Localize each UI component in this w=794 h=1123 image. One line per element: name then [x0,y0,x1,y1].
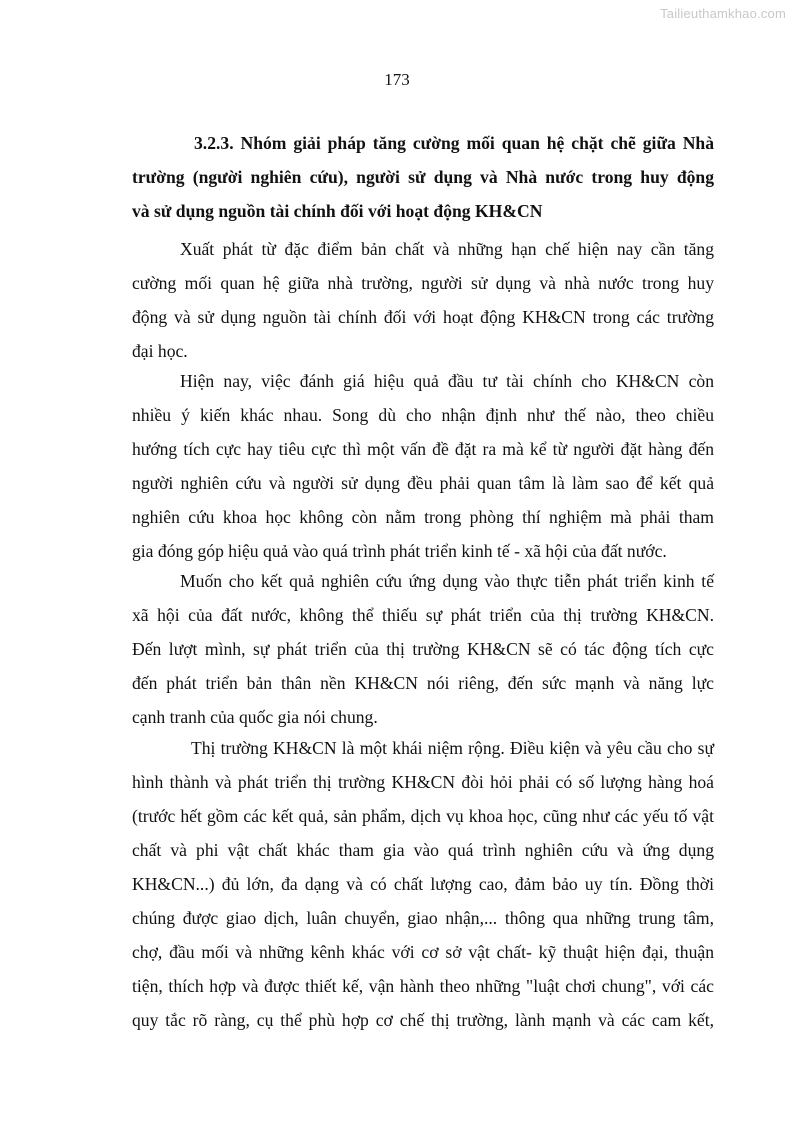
paragraph-line: đại học. [132,341,188,361]
paragraph-line: cạnh tranh của quốc gia nói chung. [132,707,378,727]
page-number: 173 [384,70,410,89]
paragraph-line: tiện, thích hợp và được thiết kế, vận hành theo những "luật chơi chung", với các [132,976,714,996]
paragraph-line: quy tắc rõ ràng, cụ thể phù hợp cơ chế thị trường, lành mạnh và các cam kết, [132,1010,714,1030]
paragraph-line: đến phát triển bản thân nền KH&CN nói riêng, đến sức mạnh và năng lực [132,673,714,693]
paragraph-line: KH&CN...) đủ lớn, đa dạng và có chất lượng cao, đảm bảo uy tín. Đồng thời [132,874,714,894]
paragraph-line: Thị trường KH&CN là một khái niệm rộng. Điều kiện và yêu cầu cho sự [191,738,714,758]
paragraph-line: (trước hết gồm các kết quả, sản phẩm, dịch vụ khoa học, cũng như các yếu tố vật [132,806,714,826]
paragraph-line: Đến lượt mình, sự phát triển của thị trường KH&CN sẽ có tác động tích cực [132,639,714,659]
heading-line: 3.2.3. Nhóm giải pháp tăng cường mối quan hệ chặt chẽ giữa Nhà [194,133,714,153]
paragraph-line: người nghiên cứu và người sử dụng đều phải quan tâm là làm sao để kết quả [132,473,714,493]
paragraph-line: gia đóng góp hiệu quả vào quá trình phát triển kinh tế - xã hội của đất nước. [132,541,667,561]
paragraph-line: nhiều ý kiến khác nhau. Song dù cho nhận định như thế nào, theo chiều [132,405,714,425]
heading-line: trường (người nghiên cứu), người sử dụng và Nhà nước trong huy động [132,167,714,187]
paragraph-line: chúng được giao dịch, luân chuyển, giao nhận,... thông qua những trung tâm, [132,908,714,928]
paragraph-line: chợ, đầu mối và những kênh khác với cơ sở vật chất- kỹ thuật hiện đại, thuận [132,942,714,962]
paragraph-line: Hiện nay, việc đánh giá hiệu quả đầu tư tài chính cho KH&CN còn [180,371,714,391]
paragraph-line: xã hội của đất nước, không thể thiếu sự phát triển của thị trường KH&CN. [132,605,714,625]
paragraph-line: động và sử dụng nguồn tài chính đối với hoạt động KH&CN trong các trường [132,307,714,327]
paragraph-line: nghiên cứu khoa học không còn nằm trong phòng thí nghiệm mà phải tham [132,507,714,527]
watermark: Tailieuthamkhao.com [660,6,786,21]
paragraph-line: hình thành và phát triển thị trường KH&CN đòi hỏi phải có số lượng hàng hoá [132,772,714,792]
heading-line: và sử dụng nguồn tài chính đối với hoạt động KH&CN [132,201,543,221]
paragraph-line: hướng tích cực hay tiêu cực thì một vấn đề đặt ra mà kể từ người đặt hàng đến [132,439,714,459]
paragraph-line: Xuất phát từ đặc điểm bản chất và những hạn chế hiện nay cần tăng [180,239,714,259]
paragraph-line: cường mối quan hệ giữa nhà trường, người sử dụng và nhà nước trong huy [132,273,714,293]
paragraph-line: Muốn cho kết quả nghiên cứu ứng dụng vào thực tiễn phát triển kinh tế [180,571,714,591]
paragraph-line: chất và phi vật chất khác tham gia vào quá trình nghiên cứu và ứng dụng [132,840,714,860]
